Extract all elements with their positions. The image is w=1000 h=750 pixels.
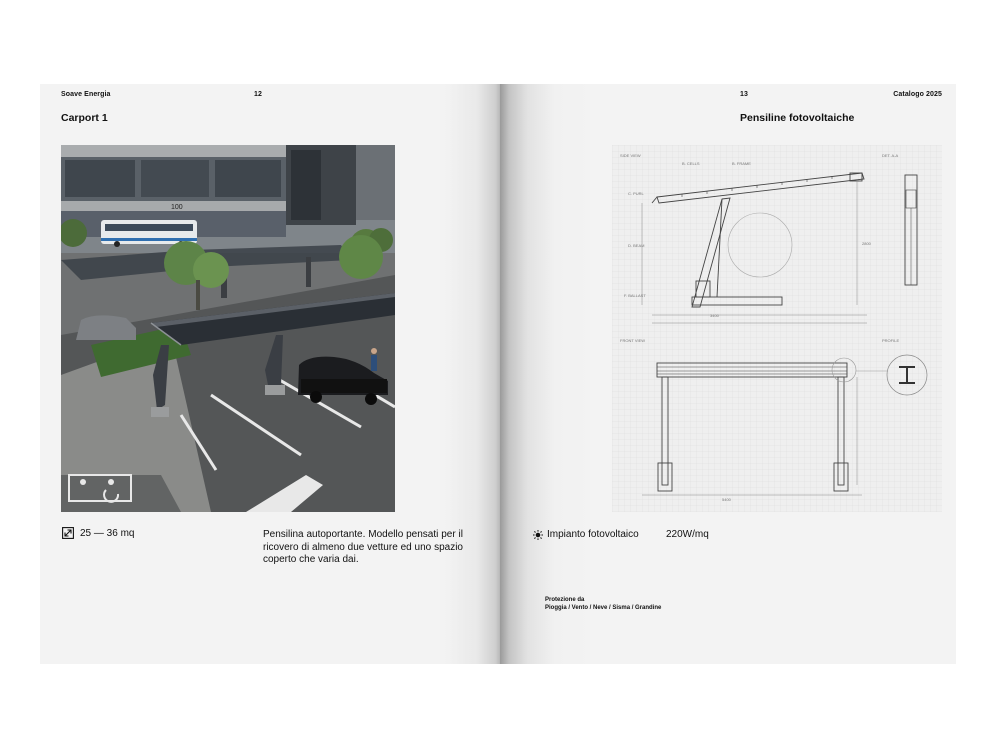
- left-page: [40, 84, 500, 664]
- protection-list: Pioggia / Vento / Neve / Sisma / Grandine: [545, 605, 662, 611]
- carport-photo: [61, 145, 395, 512]
- profile-label: PROFILE: [882, 338, 900, 343]
- width-dimension: 3400: [710, 313, 719, 318]
- pv-spec: [533, 529, 639, 540]
- area-spec: [62, 527, 134, 539]
- protection-block: [545, 596, 661, 612]
- building-sign: 100: [171, 204, 183, 211]
- page-title-right: Pensiline fotovoltaiche: [740, 112, 855, 124]
- page-number-left: 12: [254, 91, 262, 98]
- depth-dimension: 5400: [722, 497, 731, 502]
- pv-label: Impianto fotovoltaico: [547, 529, 639, 540]
- carport-description: Pensilina autoportante. Modello pensati per il ricovero di almeno due vetture ed uno spazio coperto che varia dai.: [263, 529, 463, 565]
- brand-name: Soave Energia: [61, 91, 111, 98]
- diagonal-expand-icon: [62, 527, 74, 539]
- purlin-label: C. PURL: [628, 191, 644, 196]
- pv-power: 220W/mq: [666, 529, 709, 540]
- ballast-label: F. BALLAST: [624, 293, 646, 298]
- catalog-label: Catalogo 2025: [893, 91, 942, 98]
- frame-label: B. FRAME: [732, 161, 751, 166]
- sun-icon: [533, 530, 543, 540]
- page-number-right: 13: [740, 91, 748, 98]
- carport-render-image: [61, 145, 395, 512]
- right-page: [500, 84, 956, 664]
- detail-label: DET. A-A: [882, 153, 899, 158]
- side-view-label: SIDE VIEW: [620, 153, 641, 158]
- area-value: 25 — 36 mq: [80, 527, 135, 539]
- carport-blueprint: [612, 145, 942, 512]
- cells-label: B. CELLS: [682, 161, 700, 166]
- beam-label: D. BEAM: [628, 243, 645, 248]
- height-dimension: 2800: [862, 241, 871, 246]
- protection-title: Protezione da: [545, 597, 585, 603]
- technical-drawing: [612, 145, 942, 512]
- catalog-spread: [40, 84, 956, 664]
- page-title-left: Carport 1: [61, 112, 108, 124]
- front-view-label: FRONT VIEW: [620, 338, 646, 343]
